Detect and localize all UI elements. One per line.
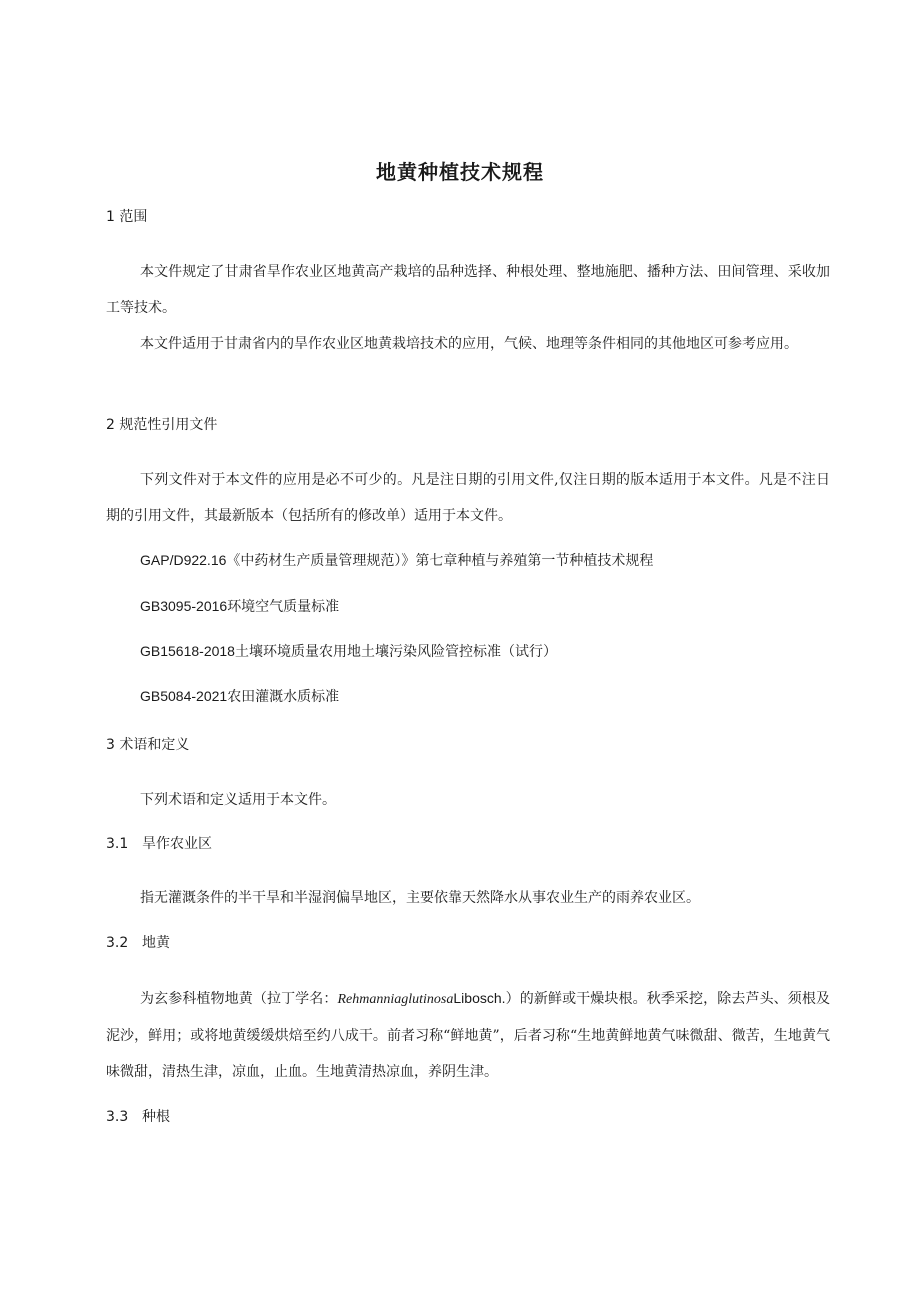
references-intro-paragraph: 下列文件对于本文件的应用是必不可少的。凡是注日期的引用文件,仅注日期的版本适用于本文件。凡是不注日期的引用文件，其最新版本（包括所有的修改单）适用于本文件。 (106, 472, 830, 524)
definition-prefix: 为玄参科植物地黄（拉丁学名： (140, 991, 338, 1007)
section-heading-normative-references: 2 规范性引用文件 (106, 417, 218, 433)
term-heading (106, 1106, 170, 1126)
reference-item (140, 550, 653, 570)
section-heading-terms: 3 术语和定义 (106, 737, 190, 753)
reference-code: GB15618-2018 (140, 643, 235, 659)
term-definition (106, 980, 830, 1090)
term-name: 种根 (142, 1109, 170, 1125)
term-name: 旱作农业区 (142, 836, 212, 852)
term-name: 地黄 (142, 935, 170, 951)
reference-code: GB5084-2021 (140, 688, 228, 704)
reference-item (140, 596, 339, 616)
definition-suffix: ）的新鲜或干燥块根。秋季采挖，除去芦头、须根及泥沙，鲜用；或将地黄缓缓烘焙至约八成干。前者习称“鲜地黄”，后者习称“生地黄鲜地黄气味微甜、微苦，生地黄气味微甜，清热生津，凉血，止血。生地黄清热凉血，养阴生津。 (106, 991, 831, 1080)
reference-title: 《中药材生产质量管理规范）》第七章种植与养殖第一节种植技术规程 (226, 553, 654, 569)
section-heading-scope: 1 范围 (106, 209, 148, 225)
reference-title: 环境空气质量标准 (227, 599, 340, 615)
reference-item (140, 686, 339, 706)
reference-item (140, 641, 557, 661)
scope-paragraph-2: 本文件适用于甘肃省内的旱作农业区地黄栽培技术的应用，气候、地理等条件相同的其他地区可参考应用。 (140, 336, 798, 352)
reference-title: 土壤环境质量农用地土壤污染风险管控标准（试行） (234, 644, 557, 660)
document-title: 地黄种植技术规程 (376, 160, 544, 184)
reference-title: 农田灌溉水质标准 (227, 689, 340, 705)
term-number: 3.3 (106, 1109, 129, 1125)
terms-intro-paragraph: 下列术语和定义适用于本文件。 (140, 792, 336, 808)
term-heading (106, 932, 170, 952)
term-number: 3.2 (106, 935, 129, 951)
term-definition: 指无灌溉条件的半干旱和半湿润偏旱地区，主要依靠天然降水从事农业生产的雨养农业区。 (140, 890, 700, 906)
reference-code: GAP/D922.16 (140, 552, 227, 568)
scope-paragraph-1: 本文件规定了甘肃省旱作农业区地黄高产栽培的品种选择、种根处理、整地施肥、播种方法、田间管理、采收加工等技术。 (106, 264, 830, 316)
latin-author: Libosch. (453, 990, 506, 1006)
latin-species-name: Rehmanniaglutinosa (337, 992, 454, 1007)
term-number: 3.1 (106, 836, 129, 852)
term-heading (106, 833, 212, 853)
reference-code: GB3095-2016 (140, 598, 228, 614)
